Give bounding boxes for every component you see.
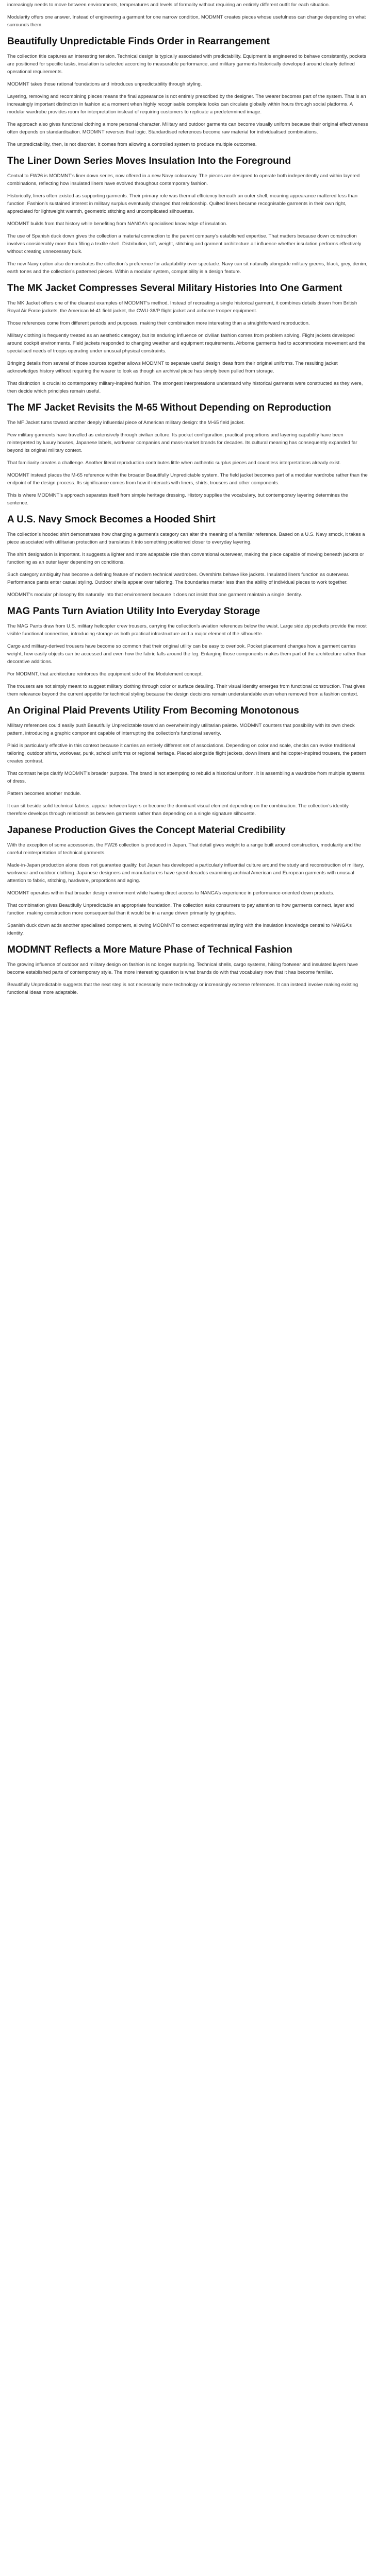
paragraph-29: For MODMNT, that architecture reinforces the equipment side of the Modulement concept. bbox=[7, 671, 203, 677]
paragraph-34: Pattern becomes another module. bbox=[7, 791, 81, 796]
paragraph-40: Spanish duck down adds another specialised component, allowing MODMNT to connect experimental styling with the insulation knowledge central to NANGA’s identity. bbox=[7, 923, 352, 936]
paragraph-41: The growing influence of outdoor and military design on fashion is no longer surprising. Technical shells, cargo systems, hiking footwear and insulated layers have become established parts of contemporary style. The more interesting question is what brands do with that vocabulary now that it has become familiar. bbox=[7, 962, 358, 975]
paragraph-21: MODMNT instead places the M-65 reference within the broader Beautifully Unpredictable system. The field jacket becomes part of a modular wardrobe rather than the endpoint of the design process. Its significance comes from how it interacts with liners, shirts, trousers and other components. bbox=[7, 472, 368, 486]
paragraph-33: That contrast helps clarify MODMNT’s broader purpose. The brand is not attempting to rebuild a historical uniform. It is assembling a wardrobe from multiple systems of dress. bbox=[7, 771, 365, 784]
paragraph-12: The new Navy option also demonstrates the collection’s preference for adaptability over spectacle. Navy can sit naturally alongside military greens, black, grey, denim, earth tones and the collection’s patterned pieces. Within a modular system, compatibility is a design feature. bbox=[7, 261, 368, 275]
paragraph-4: MODMNT takes those rational foundations and introduces unpredictability through styling. bbox=[7, 81, 202, 87]
paragraph-22: This is where MODMNT’s approach separates itself from simple heritage dressing. History supplies the vocabulary, but contemporary layering determines the sentence. bbox=[7, 493, 348, 506]
section-heading-4: The MF Jacket Revisits the M-65 Without Depending on Reproduction bbox=[7, 402, 331, 413]
paragraph-30: The trousers are not simply meant to suggest military clothing through color or surface detailing. Their visual identity emerges from functional construction. That gives them relevance beyond the current appetite for technical styling because the design decisions remain understandable even when removed from a fashion context. bbox=[7, 684, 365, 697]
paragraph-32: Plaid is particularly effective in this context because it carries an entirely different set of associations. Depending on color and scale, checks can evoke traditional tailoring, outdoor shirts, workwear, punk, school uniforms or regional heritage. Placed alongside flight jackets, down liners and helicopter-inspired trousers, the pattern creates contrast. bbox=[7, 743, 366, 764]
paragraph-5: Layering, removing and recombining pieces means the final appearance is not entirely prescribed by the designer. The wearer becomes part of the system. That is an increasingly important distinction in fashion at a moment when highly recognisable complete looks can circulate globally within hours through social platforms. A modular wardrobe provides room for interpretation instead of requiring customers to replicate a predetermined image. bbox=[7, 94, 366, 115]
paragraph-20: That familiarity creates a challenge. Another literal reproduction contributes little when authentic surplus pieces and countless interpretations already exist. bbox=[7, 460, 341, 466]
paragraph-35: It can sit beside solid technical fabrics, appear between layers or become the dominant visual element depending on the combination. The collection’s identity therefore develops through relationships between garments rather than depending on a single signature silhouette. bbox=[7, 803, 349, 817]
paragraph-1: increasingly needs to move between environments, temperatures and levels of formality without requiring an entirely different outfit for each situation. bbox=[7, 2, 330, 8]
paragraph-37: Made-in-Japan production alone does not guarantee quality, but Japan has developed a particularly influential culture around the study and reconstruction of military, workwear and outdoor clothing. Japanese designers and manufacturers have spent decades examining archival American and European garments with unusual attention to fabric, stitching, hardware, proportions and aging. bbox=[7, 862, 364, 884]
paragraph-26: MODMNT’s modular philosophy fits naturally into that environment because it does not insist that one garment maintain a single identity. bbox=[7, 592, 302, 598]
paragraph-31: Military references could easily push Beautifully Unpredictable toward an overwhelmingly utilitarian palette. MODMNT counters that possibility with its own check pattern, introducing a graphic component capable of interrupting the collection’s functional severity. bbox=[7, 723, 355, 736]
paragraph-24: The shirt designation is important. It suggests a lighter and more adaptable role than conventional outerwear, making the piece capable of moving beneath jackets or functioning as an outer layer depending on conditions. bbox=[7, 552, 364, 565]
paragraph-25: Such category ambiguity has become a defining feature of modern technical wardrobes. Overshirts behave like jackets. Insulated liners function as outerwear. Performance pants enter casual styling. Outdoor shells appear over tailoring. The boundaries matter less than the ability of individual pieces to work together. bbox=[7, 572, 350, 585]
section-heading-6: MAG Pants Turn Aviation Utility Into Everyday Storage bbox=[7, 606, 260, 617]
paragraph-9: Historically, liners often existed as supporting garments. Their primary role was thermal efficiency beneath an outer shell, meaning appearance mattered less than function. Fashion’s sustained interest in military surplus eventually changed that relationship. Quilted liners became recognisable garments in their own right, appreciated for lightweight warmth, geometric stitching and uncomplicated silhouettes. bbox=[7, 193, 358, 214]
section-heading-1: Beautifully Unpredictable Finds Order in Rearrangement bbox=[7, 36, 270, 47]
paragraph-28: Cargo and military-derived trousers have become so common that their original utility can be easy to overlook. Pocket placement changes how a garment carries weight, how easily objects can be accessed and even how the fabric falls around the leg. Enlarging those components makes them part of the architecture rather than decorative additions. bbox=[7, 643, 367, 665]
paragraph-38: MODMNT operates within that broader design environment while having direct access to NANGA’s experience in performance-oriented down products. bbox=[7, 890, 335, 896]
article-body bbox=[0, 0, 376, 996]
section-heading-3: The MK Jacket Compresses Several Military Histories Into One Garment bbox=[7, 283, 342, 294]
paragraph-3: The collection title captures an interesting tension. Technical design is typically associated with predictability. Equipment is engineered to behave consistently, pockets are positioned for specific tasks, insulation is selected according to measurable performance, and military garments historically developed around clearly defined operational requirements. bbox=[7, 54, 366, 75]
paragraph-16: Bringing details from several of those sources together allows MODMNT to separate useful design ideas from their original uniforms. The resulting jacket acknowledges history without requiring the wearer to look as though an archival piece has simply been pulled from storage. bbox=[7, 361, 338, 374]
section-heading-9: MODMNT Reflects a More Mature Phase of Technical Fashion bbox=[7, 944, 292, 955]
paragraph-23: The collection’s hooded shirt demonstrates how changing a garment’s category can alter the meaning of a familiar reference. Based on a U.S. Navy smock, it takes a piece associated with utilitarian protection and translates it into something positioned closer to everyday layering. bbox=[7, 532, 365, 545]
paragraph-10: MODMNT builds from that history while benefiting from NANGA’s specialised knowledge of insulation. bbox=[7, 221, 227, 227]
paragraph-39: That combination gives Beautifully Unpredictable an appropriate foundation. The collection asks consumers to pay attention to how garments connect, layer and function, making construction more consequential than it would be in a range driven primarily by graphics. bbox=[7, 903, 354, 916]
section-heading-8: Japanese Production Gives the Concept Material Credibility bbox=[7, 825, 286, 836]
paragraph-17: That distinction is crucial to contemporary military-inspired fashion. The strongest interpretations understand why historical garments were constructed as they were, then decide which principles remain useful. bbox=[7, 381, 363, 394]
paragraph-36: With the exception of some accessories, the FW26 collection is produced in Japan. That detail gives weight to a range built around construction, modularity and the careful reinterpretation of technical garments. bbox=[7, 842, 361, 856]
section-heading-7: An Original Plaid Prevents Utility From Becoming Monotonous bbox=[7, 705, 299, 716]
paragraph-18: The MF Jacket turns toward another deeply influential piece of American military design: the M-65 field jacket. bbox=[7, 420, 245, 426]
paragraph-42: Beautifully Unpredictable suggests that the next step is not necessarily more technology or increasingly extreme references. It can instead involve making existing functional ideas more adaptable. bbox=[7, 982, 358, 995]
paragraph-15: Military clothing is frequently treated as an aesthetic category, but its enduring influence on civilian fashion comes from problem solving. Flight jackets developed around cockpit environments. Field jackets responded to changing weather and equipment requirements. Airborne garments had to accommodate movement and the specialised needs of troops operating under unusual physical constraints. bbox=[7, 333, 366, 354]
paragraph-14: Those references come from different periods and purposes, making their combination more interesting than a straightforward reproduction. bbox=[7, 320, 310, 326]
section-heading-5: A U.S. Navy Smock Becomes a Hooded Shirt bbox=[7, 514, 216, 525]
paragraph-27: The MAG Pants draw from U.S. military helicopter crew trousers, carrying the collection’s aviation references below the waist. Large side zip pockets provide the most visible functional connection, introducing storage as both practical infrastructure and a major element of the silhouette. bbox=[7, 623, 367, 637]
paragraph-7: The unpredictability, then, is not disorder. It comes from allowing a controlled system to produce multiple outcomes. bbox=[7, 142, 257, 147]
paragraph-11: The use of Spanish duck down gives the collection a material connection to the parent company’s established expertise. That matters because down construction involves considerably more than filling a textile shell. Distribution, loft, weight, stitching and garment architecture all influence whether insulation performs effectively without creating unnecessary bulk. bbox=[7, 233, 362, 255]
paragraph-13: The MK Jacket offers one of the clearest examples of MODMNT’s method. Instead of recreating a single historical garment, it combines details drawn from British Royal Air Force jackets, the American M-41 field jacket, the CWU-36/P flight jacket and airborne trooper equipment. bbox=[7, 300, 357, 314]
paragraph-2: Modularity offers one answer. Instead of engineering a garment for one narrow condition, MODMNT creates pieces whose usefulness can change depending on what surrounds them. bbox=[7, 14, 366, 28]
section-heading-2: The Liner Down Series Moves Insulation Into the Foreground bbox=[7, 156, 291, 166]
paragraph-19: Few military garments have travelled as extensively through civilian culture. Its pocket configuration, practical proportions and layering capability have been reinterpreted by luxury houses, Japanese labels, workwear companies and mass-market brands for decades. Its cultural meaning has consequently expanded far beyond its original military context. bbox=[7, 432, 357, 453]
paragraph-8: Central to FW26 is MODMNT’s liner down series, now offered in a new Navy colourway. The pieces are designed to operate both independently and within layered combinations, reflecting how insulated liners have evolved throughout contemporary fashion. bbox=[7, 173, 360, 187]
paragraph-6: The approach also gives functional clothing a more personal character. Military and outdoor garments can become visually uniform because their original effectiveness often depends on standardisation. MODMNT reverses that logic. Standardised references become raw material for individualised combinations. bbox=[7, 122, 368, 135]
